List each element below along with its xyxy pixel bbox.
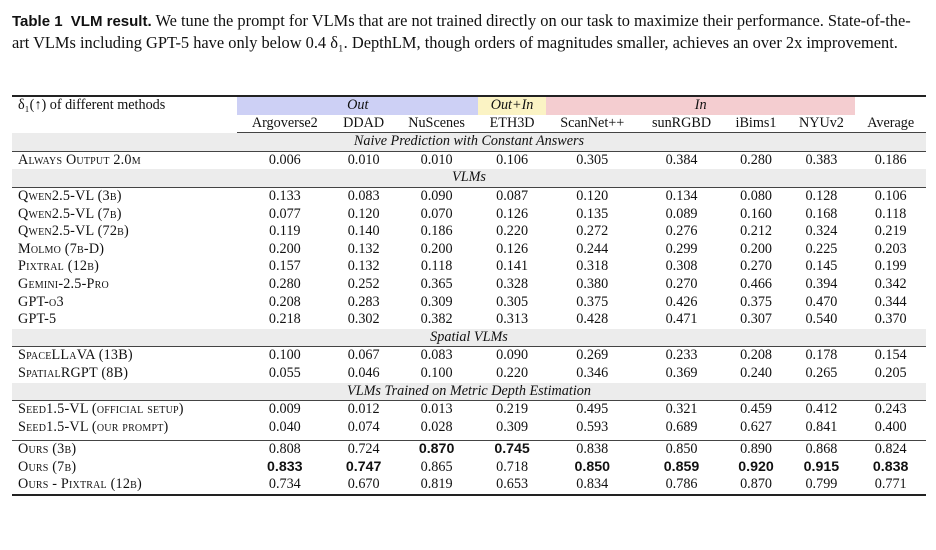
score-cell: 0.100: [268, 347, 301, 364]
score-cell: 0.168: [805, 205, 838, 222]
score-cell: 0.328: [496, 275, 529, 292]
score-cell: 0.083: [347, 187, 380, 204]
method-name: Always Output 2.0m: [18, 151, 141, 168]
score-cell: 0.870: [418, 441, 455, 458]
score-cell: 0.270: [665, 275, 698, 292]
score-cell: 0.135: [576, 205, 609, 222]
score-cell: 0.307: [740, 311, 772, 328]
score-cell: 0.470: [805, 293, 838, 310]
column-header: Average: [855, 115, 926, 133]
score-cell: 0.915: [803, 458, 840, 475]
score-cell: 0.283: [347, 293, 380, 310]
section-header: [12, 169, 926, 187]
section-header: [12, 329, 926, 347]
score-cell: 0.380: [576, 275, 609, 292]
table-row: [12, 476, 926, 495]
score-cell: 0.200: [420, 240, 453, 257]
score-cell: 0.220: [496, 364, 529, 381]
score-cell: 0.225: [805, 240, 838, 257]
metric-label: δ₁(↑) of different methods: [12, 96, 237, 133]
score-cell: 0.145: [805, 258, 838, 275]
score-cell: 0.653: [478, 476, 546, 495]
score-cell: 0.276: [665, 223, 698, 240]
score-cell: 0.244: [576, 240, 609, 257]
score-cell: 0.067: [347, 347, 380, 364]
table-row: [12, 419, 926, 437]
score-cell: 0.080: [740, 187, 772, 204]
caption-text: We tune the prompt for VLMs that are not trained directly on our task to maximize their performance. State-of-the-art VLMs including GPT-5 have only below 0.4 δ₁. DepthLM, though orders of magnitudes smaller, achieves an over 2x improvement.: [12, 11, 911, 52]
score-cell: 0.120: [576, 187, 609, 204]
score-cell: 0.400: [874, 418, 907, 435]
table-row: [12, 365, 926, 383]
score-cell: 0.126: [496, 205, 529, 222]
score-cell: 0.070: [420, 205, 453, 222]
score-cell: 0.090: [496, 347, 529, 364]
score-cell: 0.745: [494, 441, 530, 458]
score-cell: 0.627: [740, 418, 772, 435]
score-cell: 0.157: [268, 258, 301, 275]
score-cell: 0.841: [805, 418, 838, 435]
method-name: GPT-o3: [18, 293, 64, 310]
score-cell: 0.100: [420, 364, 453, 381]
method-name: Qwen2.5-VL (3b): [18, 187, 122, 204]
score-cell: 0.089: [665, 205, 698, 222]
table-row: [12, 223, 926, 241]
section-title: VLMs Trained on Metric Depth Estimation: [12, 383, 926, 401]
score-cell: 0.428: [576, 311, 609, 328]
score-cell: 0.013: [420, 401, 453, 418]
score-cell: 0.308: [665, 258, 698, 275]
score-cell: 0.365: [420, 275, 453, 292]
score-cell: 0.670: [332, 476, 395, 495]
section-title: Naive Prediction with Constant Answers: [12, 133, 926, 152]
group-in: In: [546, 96, 855, 115]
score-cell: 0.055: [268, 364, 301, 381]
score-cell: 0.859: [663, 458, 700, 475]
method-name: GPT-5: [18, 311, 57, 328]
score-cell: 0.382: [420, 311, 453, 328]
score-cell: 0.824: [874, 441, 907, 458]
score-cell: 0.868: [805, 441, 838, 458]
score-cell: 0.028: [420, 418, 453, 435]
score-cell: 0.384: [665, 151, 698, 168]
method-name: Molmo (7b-D): [18, 240, 105, 257]
score-cell: 0.370: [874, 311, 907, 328]
column-header: NYUv2: [787, 115, 855, 133]
score-cell: 0.141: [496, 258, 529, 275]
score-cell: 0.178: [805, 347, 838, 364]
score-cell: 0.010: [347, 151, 380, 168]
table-row: [12, 276, 926, 294]
method-name: Ours (7b): [18, 458, 77, 475]
score-cell: 0.321: [665, 401, 698, 418]
score-cell: 0.186: [874, 151, 907, 168]
score-cell: 0.838: [872, 458, 909, 475]
score-cell: 0.890: [740, 441, 772, 458]
section-header: [12, 133, 926, 152]
score-cell: 0.074: [347, 418, 380, 435]
table-row: [12, 206, 926, 224]
column-header: NuScenes: [395, 115, 478, 133]
score-cell: 0.212: [740, 223, 772, 240]
score-cell: 0.808: [268, 441, 301, 458]
score-cell: 0.200: [268, 240, 301, 257]
section-title: Spatial VLMs: [12, 329, 926, 347]
score-cell: 0.466: [740, 275, 772, 292]
method-name: Gemini-2.5-Pro: [18, 275, 109, 292]
column-header: sunRGBD: [638, 115, 724, 133]
score-cell: 0.118: [874, 205, 907, 222]
score-cell: 0.272: [576, 223, 609, 240]
score-cell: 0.219: [874, 223, 907, 240]
score-cell: 0.208: [740, 347, 772, 364]
score-cell: 0.010: [420, 151, 453, 168]
score-cell: 0.186: [420, 223, 453, 240]
score-cell: 0.083: [420, 347, 453, 364]
score-cell: 0.160: [740, 205, 772, 222]
method-name: Qwen2.5-VL (72b): [18, 223, 129, 240]
score-cell: 0.786: [638, 476, 724, 495]
score-cell: 0.006: [268, 151, 301, 168]
score-cell: 0.305: [496, 293, 529, 310]
score-cell: 0.046: [347, 364, 380, 381]
score-cell: 0.375: [576, 293, 609, 310]
score-cell: 0.233: [665, 347, 698, 364]
score-cell: 0.134: [665, 187, 698, 204]
caption-label: Table 1: [12, 13, 63, 30]
score-cell: 0.369: [665, 364, 698, 381]
score-cell: 0.220: [496, 223, 529, 240]
score-cell: 0.495: [576, 401, 609, 418]
score-cell: 0.309: [496, 418, 529, 435]
score-cell: 0.313: [496, 311, 529, 328]
score-cell: 0.375: [740, 293, 772, 310]
score-cell: 0.106: [874, 187, 907, 204]
score-cell: 0.459: [740, 401, 772, 418]
score-cell: 0.040: [268, 418, 301, 435]
score-cell: 0.132: [347, 258, 380, 275]
method-name: Ours (3b): [18, 441, 77, 458]
score-cell: 0.299: [665, 240, 698, 257]
score-cell: 0.203: [874, 240, 907, 257]
score-cell: 0.724: [347, 441, 380, 458]
score-cell: 0.009: [268, 401, 301, 418]
score-cell: 0.865: [420, 458, 453, 475]
column-header: iBims1: [725, 115, 788, 133]
score-cell: 0.280: [268, 275, 301, 292]
score-cell: 0.132: [347, 240, 380, 257]
caption-title: VLM result.: [70, 13, 152, 30]
column-header: Argoverse2: [237, 115, 332, 133]
method-name: SpaceLLaVA (13B): [18, 347, 133, 364]
score-cell: 0.426: [665, 293, 698, 310]
score-cell: 0.412: [805, 401, 838, 418]
score-cell: 0.305: [576, 151, 609, 168]
score-cell: 0.012: [347, 401, 380, 418]
score-cell: 0.087: [496, 187, 529, 204]
score-cell: 0.154: [874, 347, 907, 364]
column-header: ETH3D: [478, 115, 546, 133]
score-cell: 0.540: [805, 311, 838, 328]
score-cell: 0.128: [805, 187, 838, 204]
score-cell: 0.140: [347, 223, 380, 240]
table-row: [12, 347, 926, 365]
score-cell: 0.243: [874, 401, 907, 418]
score-cell: 0.119: [269, 223, 301, 240]
score-cell: 0.208: [268, 293, 301, 310]
table-row: [12, 187, 926, 205]
score-cell: 0.252: [347, 275, 380, 292]
table-row: [12, 151, 926, 169]
score-cell: 0.734: [237, 476, 332, 495]
score-cell: 0.850: [574, 458, 610, 475]
score-cell: 0.471: [665, 311, 698, 328]
score-cell: 0.838: [576, 441, 609, 458]
table-row: [12, 258, 926, 276]
table-body: [12, 133, 926, 495]
results-table: [12, 95, 926, 496]
score-cell: 0.833: [267, 458, 303, 475]
score-cell: 0.269: [576, 347, 609, 364]
method-name: Ours - Pixtral (12b): [12, 476, 237, 495]
score-cell: 0.819: [395, 476, 478, 495]
method-name: SpatialRGPT (8B): [18, 364, 129, 381]
method-name: Seed1.5-VL (official setup): [18, 401, 184, 418]
score-cell: 0.133: [268, 187, 301, 204]
table-row: [12, 441, 926, 459]
score-cell: 0.126: [496, 240, 529, 257]
score-cell: 0.280: [740, 151, 772, 168]
score-cell: 0.118: [420, 258, 453, 275]
score-cell: 0.344: [874, 293, 907, 310]
score-cell: 0.324: [805, 223, 838, 240]
column-header: DDAD: [332, 115, 395, 133]
score-cell: 0.747: [345, 458, 382, 475]
score-cell: 0.218: [268, 311, 301, 328]
table-row: [12, 241, 926, 259]
score-cell: 0.394: [805, 275, 838, 292]
table-caption: [12, 10, 928, 53]
score-cell: 0.718: [496, 458, 529, 475]
score-cell: 0.850: [665, 441, 698, 458]
score-cell: 0.302: [347, 311, 380, 328]
table-row: [12, 401, 926, 419]
score-cell: 0.689: [665, 418, 698, 435]
score-cell: 0.593: [576, 418, 609, 435]
score-cell: 0.240: [740, 364, 772, 381]
score-cell: 0.346: [576, 364, 609, 381]
section-header: [12, 383, 926, 401]
score-cell: 0.309: [420, 293, 453, 310]
score-cell: 0.219: [496, 401, 529, 418]
score-cell: 0.318: [576, 258, 609, 275]
group-out-in: Out+In: [478, 96, 546, 115]
method-name: Pixtral (12b): [18, 258, 100, 275]
score-cell: 0.870: [725, 476, 788, 495]
score-cell: 0.205: [874, 364, 907, 381]
section-title: VLMs: [12, 169, 926, 187]
table-row: [12, 459, 926, 477]
method-name: Qwen2.5-VL (7b): [18, 205, 122, 222]
column-header: ScanNet++: [546, 115, 638, 133]
table-row: [12, 311, 926, 329]
score-cell: 0.200: [740, 240, 772, 257]
score-cell: 0.077: [268, 205, 301, 222]
score-cell: 0.090: [420, 187, 453, 204]
score-cell: 0.799: [787, 476, 855, 495]
score-cell: 0.342: [874, 275, 907, 292]
score-cell: 0.920: [738, 458, 774, 475]
score-cell: 0.383: [805, 151, 838, 168]
table-row: [12, 294, 926, 312]
score-cell: 0.120: [347, 205, 380, 222]
score-cell: 0.199: [874, 258, 907, 275]
score-cell: 0.771: [855, 476, 926, 495]
score-cell: 0.265: [805, 364, 838, 381]
score-cell: 0.834: [546, 476, 638, 495]
score-cell: 0.106: [496, 151, 529, 168]
score-cell: 0.270: [740, 258, 772, 275]
group-out: Out: [237, 96, 478, 115]
method-name: Seed1.5-VL (our prompt): [18, 418, 169, 435]
